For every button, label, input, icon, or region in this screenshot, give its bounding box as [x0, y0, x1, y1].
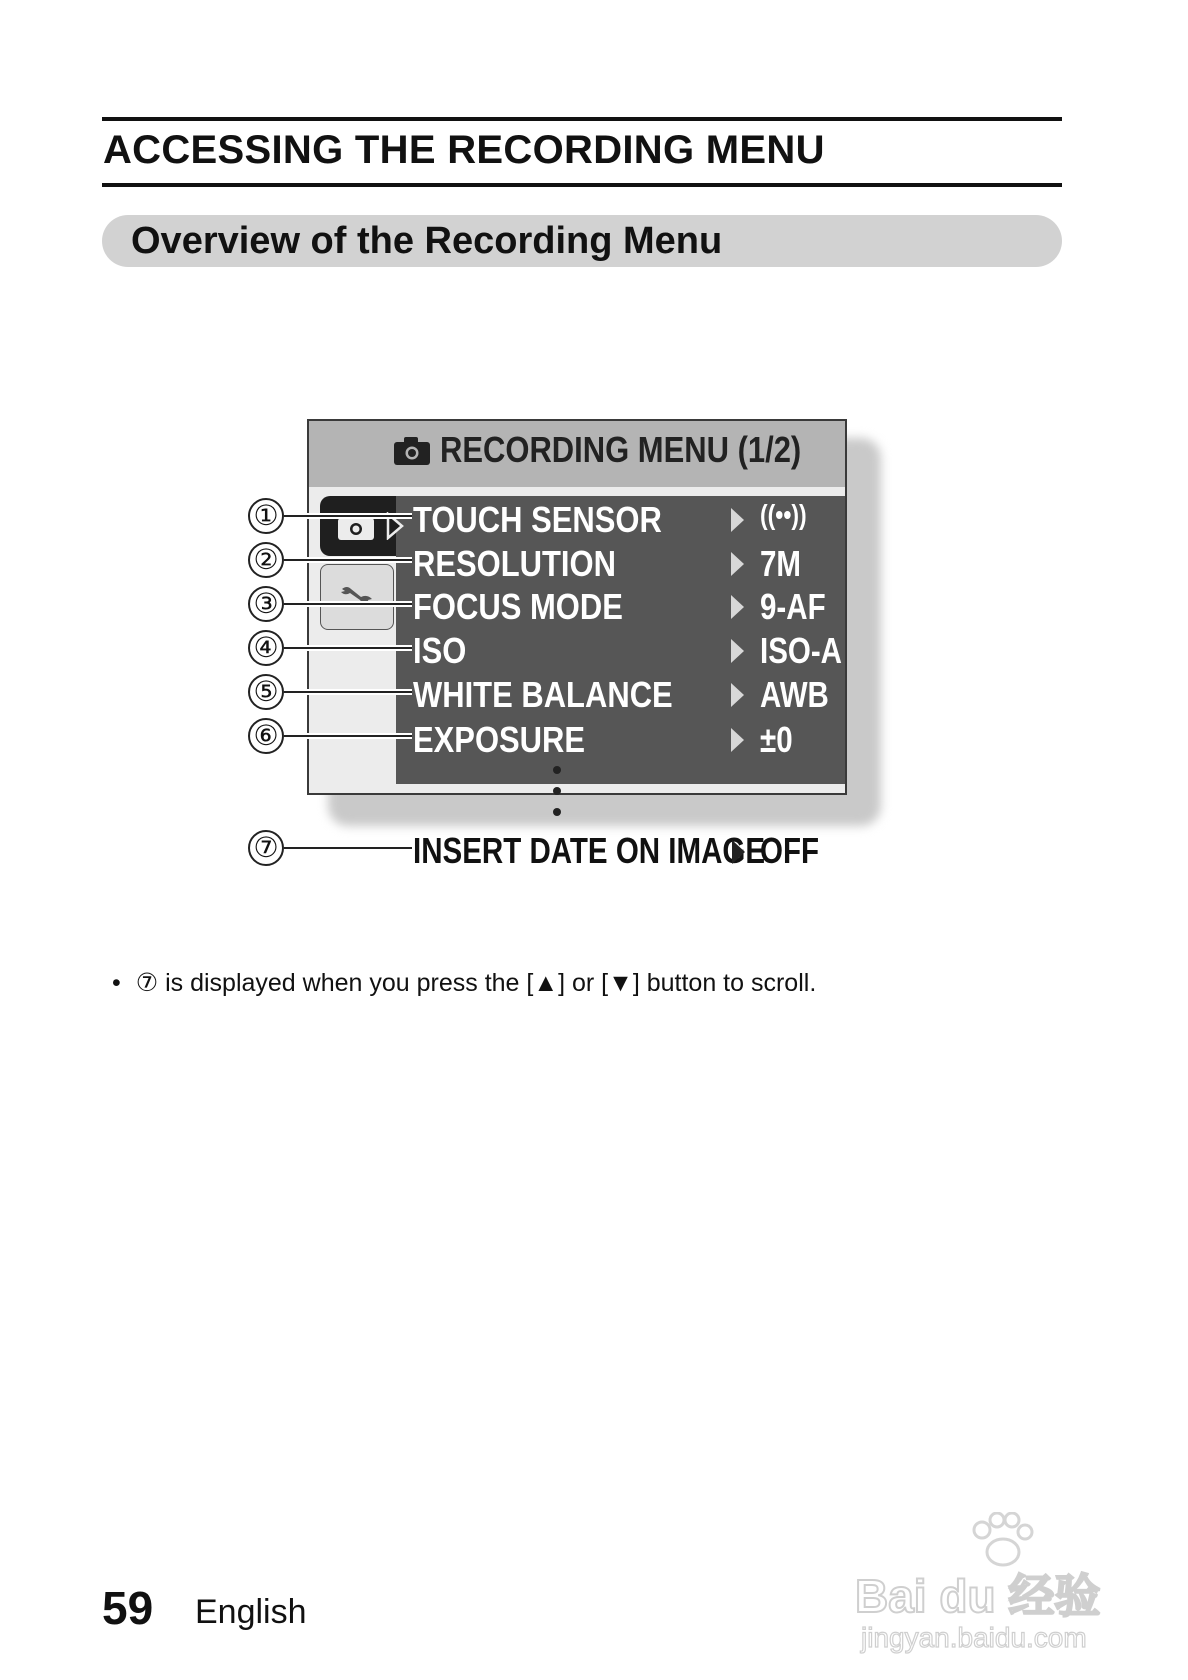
callout-leader: [284, 847, 412, 849]
callout-number: ⑤: [248, 674, 284, 710]
subsection-title: Overview of the Recording Menu: [131, 220, 723, 262]
right-triangle-icon: [731, 728, 744, 752]
callout-number: ①: [248, 498, 284, 534]
camera-tab[interactable]: [320, 496, 396, 556]
page-language: English: [195, 1593, 307, 1631]
bullet: •: [112, 969, 121, 997]
callout-number: ④: [248, 630, 284, 666]
right-triangle-icon: [731, 683, 744, 707]
menu-row-value: ((••)): [760, 499, 807, 530]
note-text: ⑦ is displayed when you press the [▲] or [▼] button to scroll.: [135, 969, 817, 997]
scroll-dot: [553, 808, 561, 816]
menu-row-value: ISO-A: [760, 630, 843, 671]
callout-leader: [284, 515, 412, 517]
insert-date-label: INSERT DATE ON IMAGE: [413, 830, 766, 871]
menu-row-value: 9-AF: [760, 586, 826, 627]
title-underline: [102, 183, 1062, 187]
camera-icon: [394, 437, 430, 465]
callout-leader: [284, 603, 412, 605]
section-title: ACCESSING THE RECORDING MENU: [103, 128, 825, 172]
insert-date-value: OFF: [760, 830, 820, 871]
menu-row-value: 7M: [760, 543, 802, 584]
setup-tab[interactable]: [320, 564, 394, 630]
menu-row-label: WHITE BALANCE: [413, 674, 673, 715]
scroll-dot: [553, 787, 561, 795]
menu-row-label: RESOLUTION: [413, 543, 616, 584]
callout-leader: [284, 735, 412, 737]
callout-number: ⑥: [248, 718, 284, 754]
top-rule: [102, 117, 1062, 121]
baidu-watermark: [855, 1512, 1125, 1662]
callout-leader: [284, 647, 412, 649]
right-triangle-icon: [732, 840, 745, 864]
right-triangle-icon: [731, 552, 744, 576]
callout-number: ⑦: [248, 830, 284, 866]
menu-row-label: EXPOSURE: [413, 719, 586, 760]
menu-row-label: ISO: [413, 630, 467, 671]
right-triangle-icon: [731, 639, 744, 663]
right-triangle-icon: [731, 595, 744, 619]
watermark-brand: Bai du 经验: [855, 1570, 1101, 1622]
callout-number: ②: [248, 542, 284, 578]
callout-leader: [284, 691, 412, 693]
scroll-note: [112, 968, 816, 998]
menu-row-label: FOCUS MODE: [413, 586, 623, 627]
right-triangle-icon: [731, 508, 744, 532]
watermark-url: jingyan.baidu.com: [861, 1622, 1087, 1653]
menu-row-label: TOUCH SENSOR: [413, 499, 662, 540]
page-number: 59: [102, 1582, 154, 1634]
scroll-dot: [553, 766, 561, 774]
screen-title: RECORDING MENU (1/2): [440, 429, 802, 470]
callout-number: ③: [248, 586, 284, 622]
callout-leader: [284, 559, 412, 561]
menu-row-value: ±0: [760, 719, 793, 760]
menu-row-value: AWB: [760, 674, 829, 715]
